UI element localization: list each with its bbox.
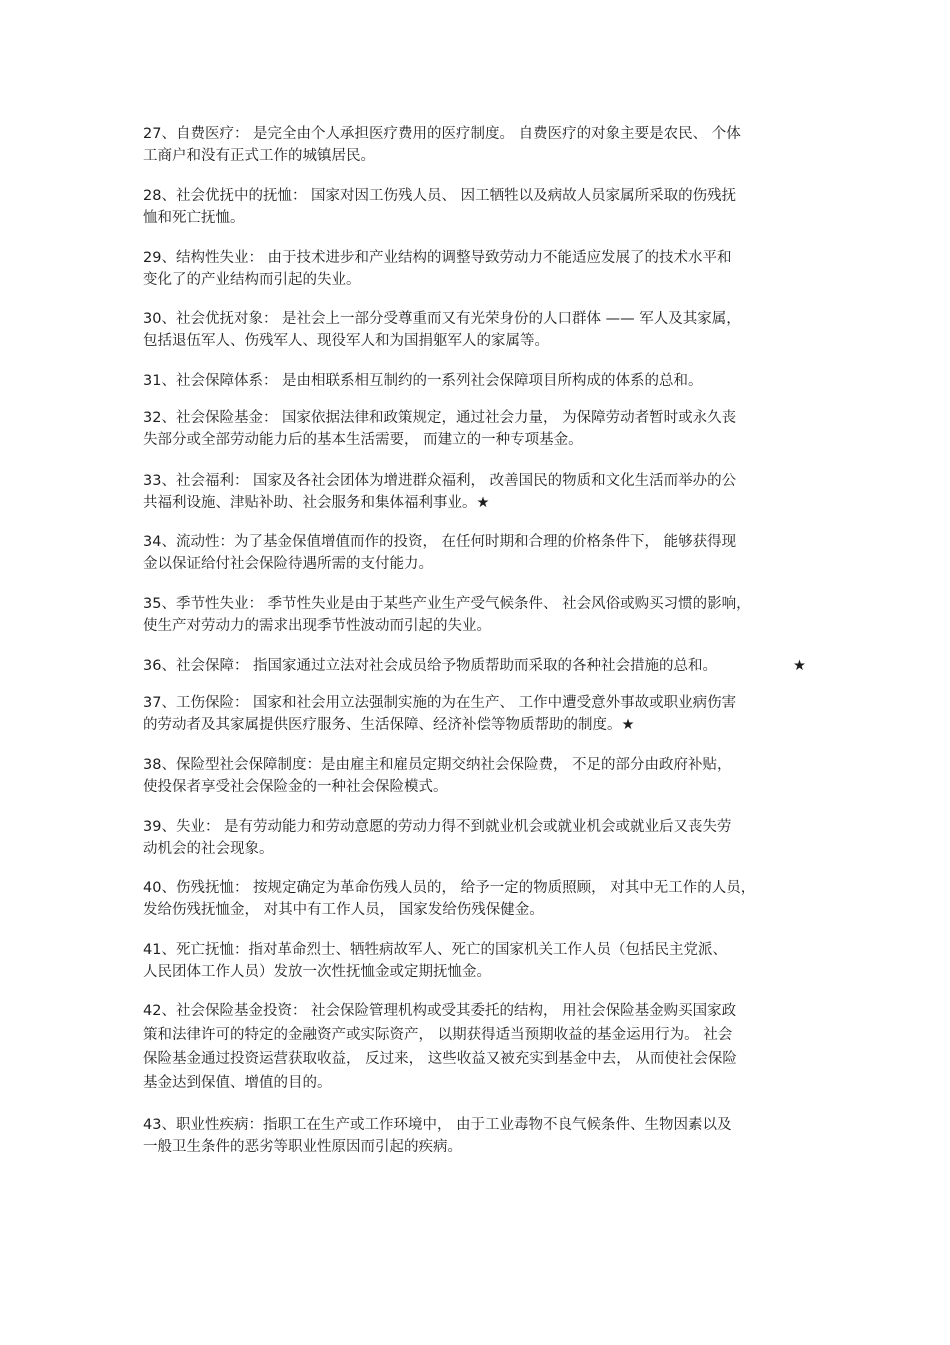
- entry-line: 基金达到保值、增值的目的。: [143, 1075, 332, 1091]
- entry-39: [143, 816, 813, 860]
- entry-line: 38、保险型社会保障制度：是由雇主和雇员定期交纳社会保险费， 不足的部分由政府补贴，: [143, 757, 732, 773]
- entry-line: 37、工伤保险： 国家和社会用立法强制实施的为在生产、 工作中遭受意外事故或职业病伤害: [143, 695, 737, 711]
- entry-line: 40、伤残抚恤： 按规定确定为革命伤残人员的， 给予一定的物质照顾， 对其中无工作的人员，: [143, 880, 756, 896]
- entry-line: 36、社会保障： 指国家通过立法对社会成员给予物质帮助而采取的各种社会措施的总和。: [143, 658, 718, 674]
- entry-line: 32、社会保险基金： 国家依据法律和政策规定，通过社会力量， 为保障劳动者暂时或永久丧: [143, 410, 737, 426]
- entry-42: [143, 999, 813, 1095]
- entry-line: 43、职业性疾病：指职工在生产或工作环境中， 由于工业毒物不良气候条件、生物因素以及: [143, 1117, 732, 1133]
- entry-32: [143, 407, 813, 451]
- entry-43: [143, 1114, 813, 1158]
- entry-28: [143, 185, 813, 229]
- entry-line: 发给伤残抚恤金， 对其中有工作人员， 国家发给伤残保健金。: [143, 902, 544, 918]
- entry-line: 的劳动者及其家属提供医疗服务、生活保障、经济补偿等物质帮助的制度。★: [143, 717, 635, 733]
- star-mark: ★: [793, 658, 806, 674]
- entry-30: [143, 308, 813, 352]
- entry-29: [143, 247, 813, 291]
- entry-line: 包括退伍军人、伤残军人、现役军人和为国捐躯军人的家属等。: [143, 333, 549, 349]
- entry-36: [143, 655, 813, 677]
- entry-line: 34、流动性：为了基金保值增值而作的投资， 在任何时期和合理的价格条件下， 能够获得现: [143, 534, 737, 550]
- entry-line: 33、社会福利： 国家及各社会团体为增进群众福利， 改善国民的物质和文化生活而举办的公: [143, 473, 737, 489]
- entry-line: 31、社会保障体系： 是由相联系相互制约的一系列社会保障项目所构成的体系的总和。: [143, 373, 703, 389]
- entry-line: 变化了的产业结构而引起的失业。: [143, 272, 361, 288]
- entry-35: [143, 593, 813, 637]
- entry-line: 恤和死亡抚恤。: [143, 210, 245, 226]
- entry-37: [143, 692, 813, 736]
- entry-line: 30、社会优抚对象： 是社会上一部分受尊重而又有光荣身份的人口群体 —— 军人及其家属，: [143, 311, 741, 327]
- entry-line: 一般卫生条件的恶劣等职业性原因而引起的疾病。: [143, 1139, 462, 1155]
- entry-33: [143, 470, 813, 514]
- entry-line: 41、死亡抚恤：指对革命烈士、牺牲病故军人、死亡的国家机关工作人员（包括民主党派、: [143, 942, 727, 958]
- entry-line: 策和法律许可的特定的金融资产或实际资产， 以期获得适当预期收益的基金运用行为。 社会: [143, 1027, 733, 1043]
- entry-line: 使投保者享受社会保险金的一种社会保险模式。: [143, 779, 448, 795]
- entry-line: 39、失业： 是有劳动能力和劳动意愿的劳动力得不到就业机会或就业机会或就业后又丧失劳: [143, 819, 732, 835]
- entry-line: 保险基金通过投资运营获取收益， 反过来， 这些收益又被充实到基金中去， 从而使社会保险: [143, 1051, 737, 1067]
- entry-31: [143, 370, 813, 392]
- entry-34: [143, 531, 813, 575]
- entry-38: [143, 754, 813, 798]
- entry-line: 28、社会优抚中的抚恤： 国家对因工伤残人员、 因工牺牲以及病故人员家属所采取的伤残抚: [143, 188, 737, 204]
- entry-line: 35、季节性失业： 季节性失业是由于某些产业生产受气候条件、 社会风俗或购买习惯的影响，: [143, 596, 751, 612]
- entry-41: [143, 939, 813, 983]
- entry-line: 共福利设施、津贴补助、社会服务和集体福利事业。★: [143, 495, 490, 511]
- entry-line: 失部分或全部劳动能力后的基本生活需要， 而建立的一种专项基金。: [143, 432, 583, 448]
- entry-27: [143, 123, 813, 167]
- entry-40: [143, 877, 813, 921]
- entry-line: 27、自费医疗： 是完全由个人承担医疗费用的医疗制度。 自费医疗的对象主要是农民、 个体: [143, 126, 741, 142]
- entry-line: 使生产对劳动力的需求出现季节性波动而引起的失业。: [143, 618, 491, 634]
- entry-line: 42、社会保险基金投资： 社会保险管理机构或受其委托的结构， 用社会保险基金购买国家政: [143, 1003, 737, 1019]
- entry-line: 人民团体工作人员）发放一次性抚恤金或定期抚恤金。: [143, 964, 491, 980]
- entry-line: 金以保证给付社会保险待遇所需的支付能力。: [143, 556, 433, 572]
- entry-line: 工商户和没有正式工作的城镇居民。: [143, 148, 375, 164]
- entry-line: 动机会的社会现象。: [143, 841, 274, 857]
- entry-line: 29、结构性失业： 由于技术进步和产业结构的调整导致劳动力不能适应发展了的技术水平和: [143, 250, 732, 266]
